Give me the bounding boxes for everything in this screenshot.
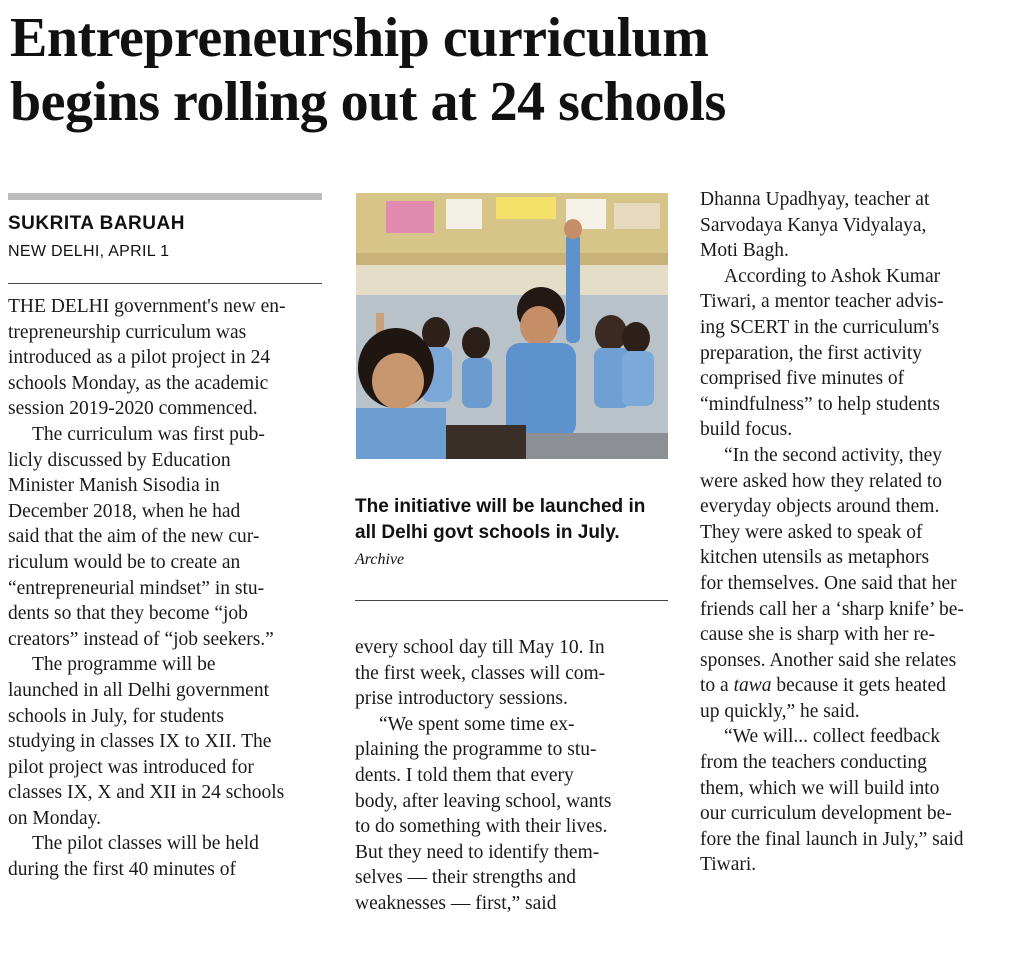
text-line: The curriculum was first pub- (32, 423, 265, 445)
text-line: friends call her a ‘sharp knife’ be- (700, 598, 964, 620)
text-line: “entrepreneurial mindset” in stu- (8, 577, 265, 599)
article-column-3 (700, 187, 1016, 878)
text-line: said that the aim of the new cur- (8, 526, 260, 548)
text-line: fore the final launch in July,” said (700, 828, 964, 850)
text-line: licly discussed by Education (8, 449, 231, 471)
text-line: build focus. (700, 419, 793, 441)
text-line: session 2019-2020 commenced. (8, 398, 258, 420)
text-line: The programme will be (32, 654, 216, 676)
text-line: According to Ashok Kumar (724, 265, 941, 287)
text-line: from the teachers conducting (700, 752, 927, 774)
text-fragment: because it gets heated (771, 675, 946, 697)
text-line: “We will... collect feedback (724, 726, 941, 748)
byline-divider (8, 283, 322, 284)
text-line: The pilot classes will be held (32, 833, 259, 855)
text-line: But they need to identify them- (355, 841, 600, 863)
text-fragment: to a (700, 675, 734, 697)
text-line: Dhanna Upadhyay, teacher at (700, 189, 930, 210)
text-line: trepreneurship curriculum was (8, 321, 247, 343)
headline-line-1: Entrepreneurship curriculum (10, 7, 709, 69)
text-line: body, after leaving school, wants (355, 790, 612, 812)
headline (10, 6, 1014, 134)
text-line: schools in July, for students (8, 705, 224, 727)
text-line: classes IX, X and XII in 24 schools (8, 782, 285, 804)
caption-divider (355, 600, 668, 601)
text-line: pilot project was introduced for (8, 756, 254, 778)
text-line: comprised five minutes of (700, 368, 905, 390)
text-line: Tiwari. (700, 854, 757, 876)
headline-line-2: begins rolling out at 24 schools (10, 71, 726, 133)
italic-word: tawa (733, 675, 772, 697)
text-line: Moti Bagh. (700, 240, 789, 262)
text-line: them, which we will build into (700, 777, 940, 799)
text-line: creators” instead of “job seekers.” (8, 628, 274, 650)
text-line: everyday objects around them. (700, 496, 940, 518)
photo-credit: Archive (355, 551, 405, 568)
text-line: “mindfulness” to help students (700, 393, 940, 415)
caption-text: The initiative will be launched in all Delhi govt schools in July. (355, 496, 646, 543)
text-line: dents so that they become “job (8, 603, 248, 625)
text-line: on Monday. (8, 807, 101, 829)
text-line: the first week, classes will com- (355, 662, 606, 684)
text-line: cause she is sharp with her re- (700, 624, 935, 646)
text-line: plaining the programme to stu- (355, 739, 597, 761)
text-line: studying in classes IX to XII. The (8, 731, 272, 753)
photo-caption (355, 494, 668, 573)
text-line: Tiwari, a mentor teacher advis- (700, 291, 944, 313)
text-line: December 2018, when he had (8, 500, 241, 522)
text-line: “We spent some time ex- (379, 713, 575, 735)
text-line: up quickly,” he said. (700, 700, 860, 722)
text-line: preparation, the first activity (700, 342, 923, 364)
text-line: were asked how they related to (700, 470, 943, 492)
text-line: sponses. Another said she relates (700, 649, 957, 671)
classroom-photo (356, 193, 668, 459)
text-line: weaknesses — first,” said (355, 892, 557, 914)
text-line: kitchen utensils as metaphors (700, 547, 930, 569)
text-line: They were asked to speak of (700, 521, 923, 543)
text-line: Sarvodaya Kanya Vidyalaya, (700, 214, 927, 236)
text-line: introduced as a pilot project in 24 (8, 347, 271, 369)
text-line: selves — their strengths and (355, 867, 576, 889)
text-line: Minister Manish Sisodia in (8, 475, 220, 497)
text-line: every school day till May 10. In (355, 637, 605, 658)
byline-author: SUKRITA BARUAH (8, 213, 185, 234)
byline-bar (8, 193, 322, 200)
text-line: launched in all Delhi government (8, 679, 270, 701)
article-column-2 (355, 635, 668, 917)
text-line: THE DELHI government's new en- (8, 296, 286, 317)
text-line: prise introductory sessions. (355, 688, 568, 710)
article-column-1 (8, 294, 322, 883)
text-line: our curriculum development be- (700, 803, 952, 825)
text-line: during the first 40 minutes of (8, 859, 237, 881)
byline-dateline: NEW DELHI, APRIL 1 (8, 243, 170, 260)
text-line: dents. I told them that every (355, 764, 574, 786)
text-line: to do something with their lives. (355, 816, 608, 838)
text-line: riculum would be to create an (8, 551, 241, 573)
text-line: for themselves. One said that her (700, 572, 957, 594)
text-line: schools Monday, as the academic (8, 372, 269, 394)
text-line: ing SCERT in the curriculum's (700, 316, 940, 338)
text-line (700, 673, 1016, 699)
text-line: “In the second activity, they (724, 444, 943, 466)
